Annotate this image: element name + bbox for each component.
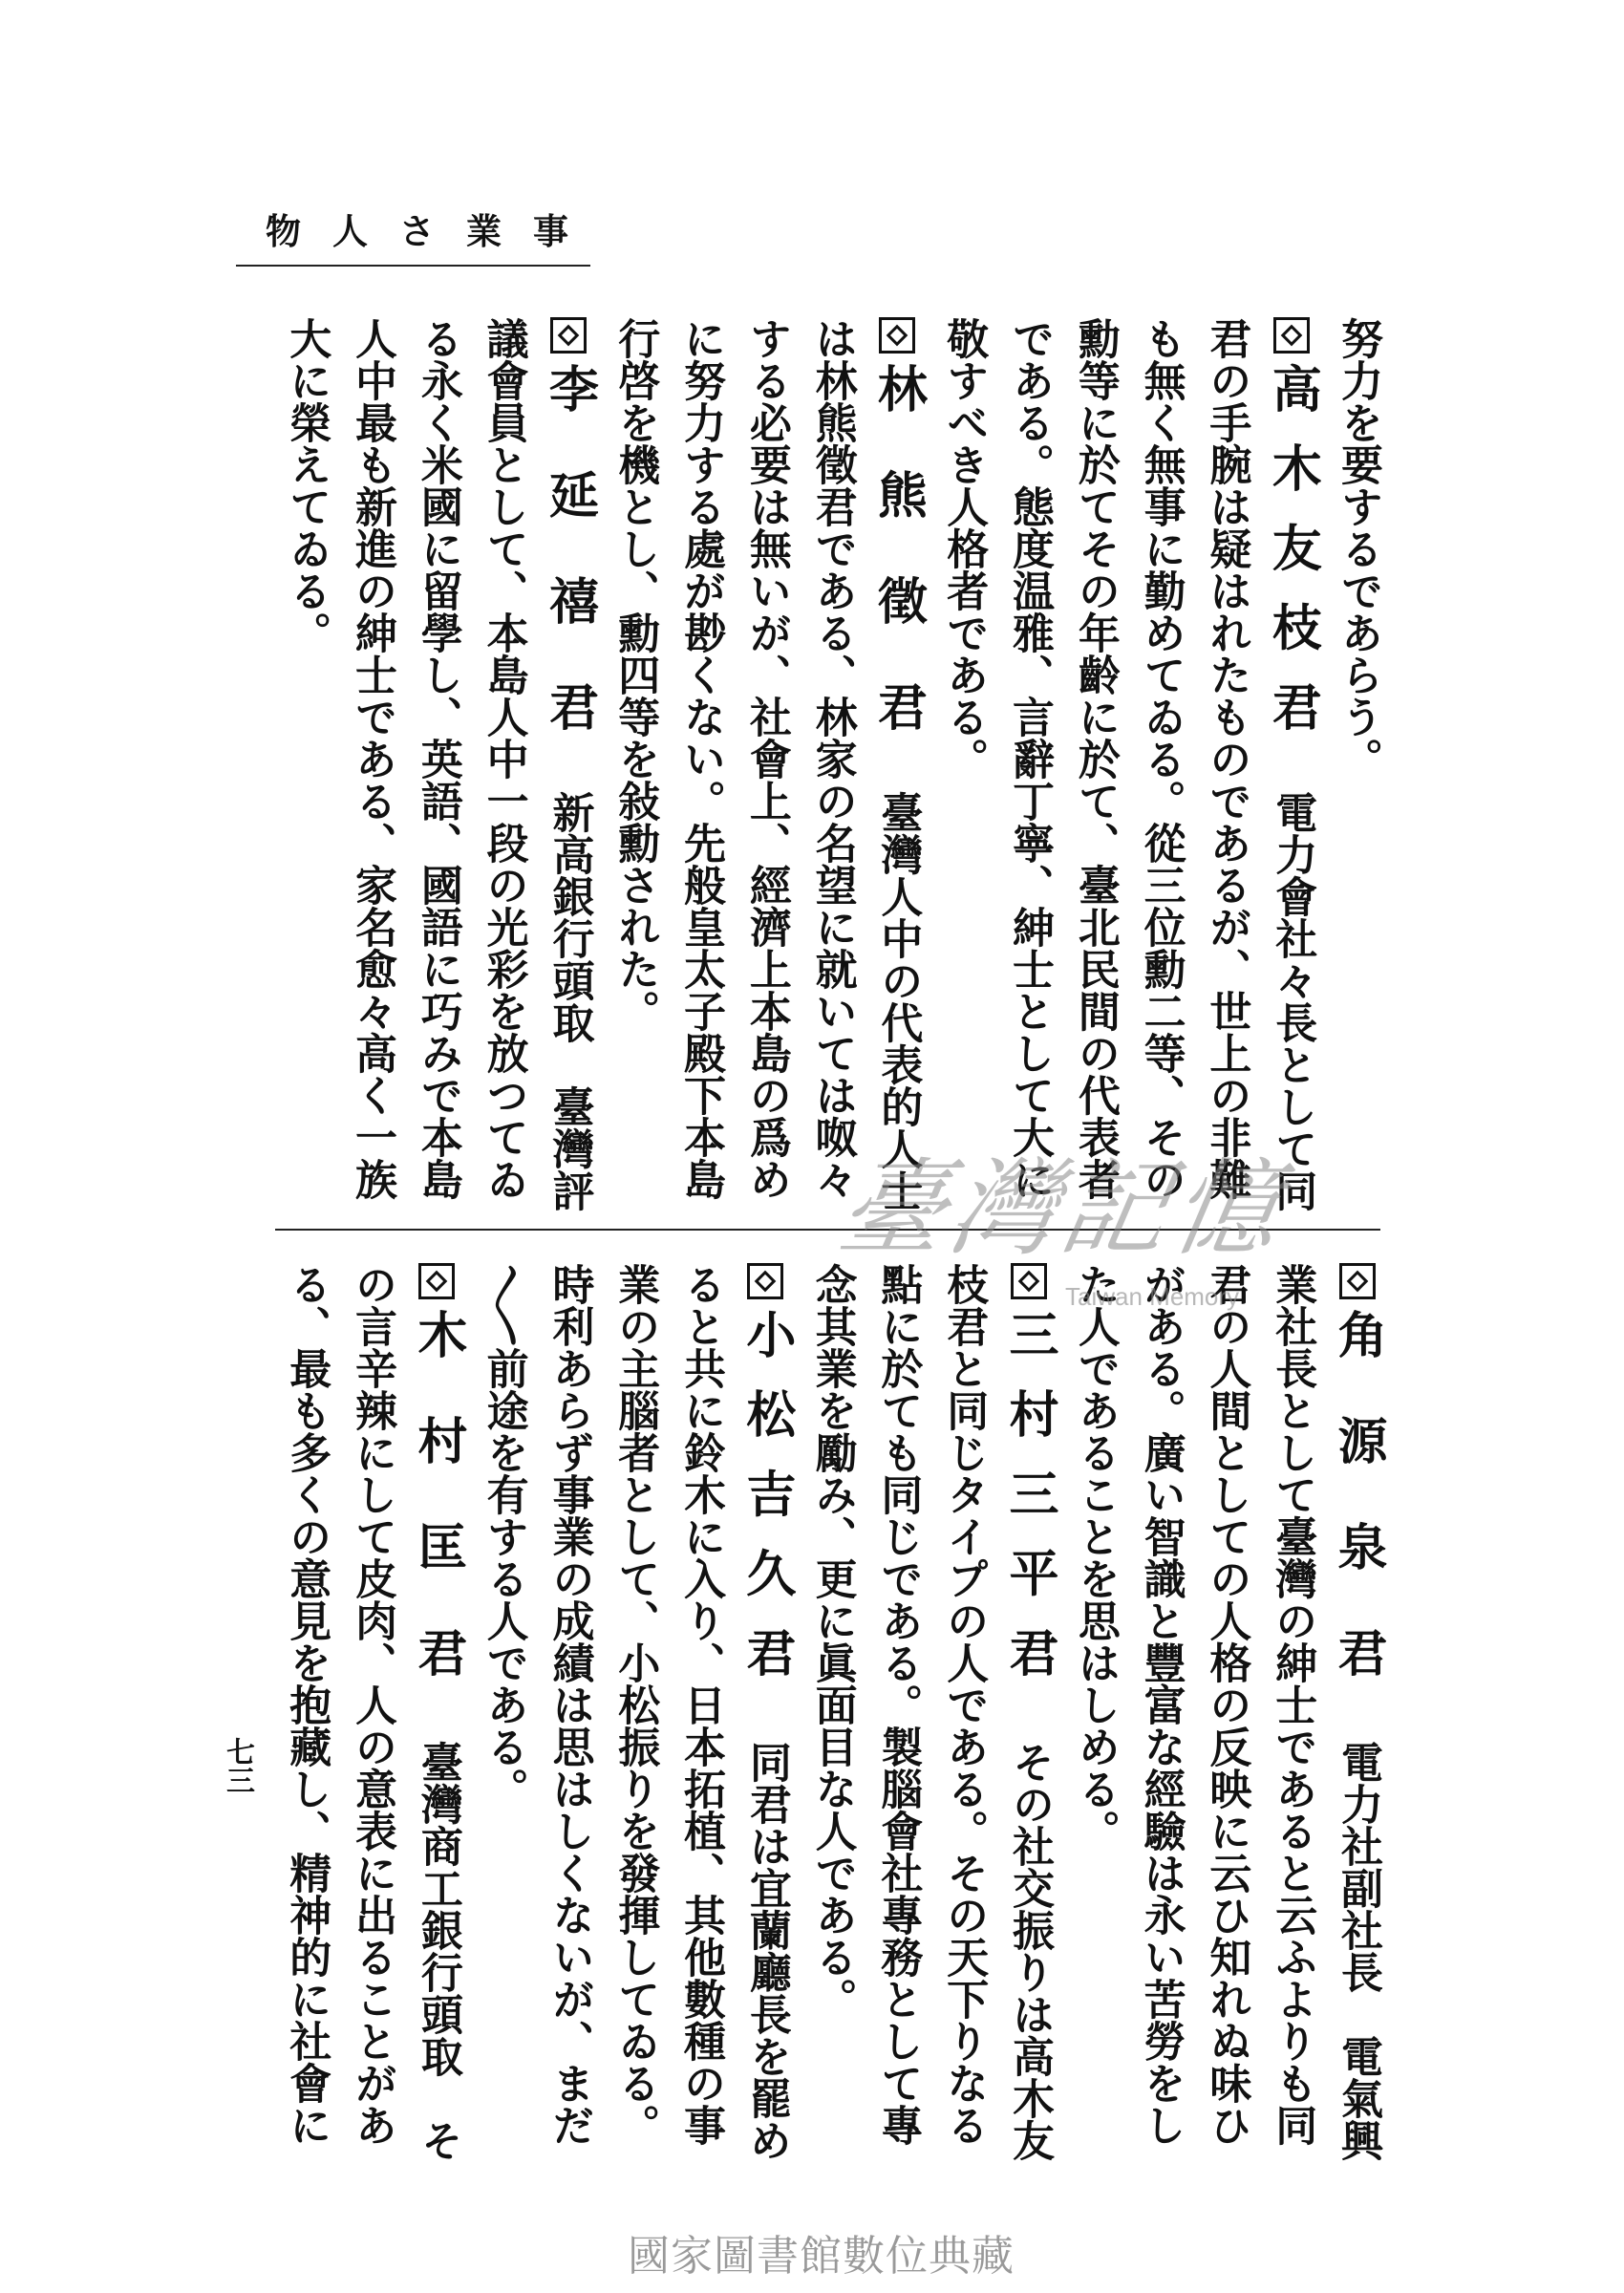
column-text: た人であることを思はしめる。: [1070, 1263, 1120, 1852]
column-text: 人中最も新進の紳士である、家名愈々高く一族: [348, 317, 397, 1200]
boxed-diamond-icon: [879, 317, 915, 354]
person-title: 同君は宜蘭廳長を罷め: [741, 1741, 791, 2161]
column-text: 勳等に於てその年齡に於て、臺北民間の代表者: [1070, 317, 1120, 1200]
page-number: 七三: [221, 1737, 254, 1794]
person-name: 木村匡君: [408, 1309, 467, 1677]
text-column: [601, 317, 667, 1211]
column-text: る、最も多くの意見を抱藏し、精神的に社會に: [282, 1263, 331, 2146]
text-column: [1324, 317, 1390, 1211]
entry-column: [1258, 317, 1324, 1211]
person-name: 角源泉君: [1329, 1309, 1387, 1677]
text-column: [930, 1263, 995, 2161]
entry-column: [1324, 1263, 1390, 2161]
column-text: である。態度温雅、言辭丁寧、紳士として大に: [1005, 317, 1055, 1200]
column-text: 枝君と同じタイプの人である。その天下りなる: [939, 1263, 989, 2146]
lower-section: [272, 1263, 1390, 2161]
text-column: [470, 1263, 536, 2161]
person-name: 三村三平君: [1000, 1309, 1059, 1677]
text-column: [667, 1263, 733, 2161]
person-name: 李延禧君: [540, 363, 599, 731]
text-column: [667, 317, 733, 1211]
column-text: 行啓を機とし、勳四等を敍勳された。: [610, 317, 660, 1032]
text-column: [1127, 317, 1193, 1211]
person-name: 小松吉久君: [737, 1309, 796, 1677]
column-text: 敬すべき人格者である。: [939, 317, 989, 780]
entry-column: [404, 1263, 470, 2161]
text-column: [733, 317, 799, 1211]
text-column: [1061, 317, 1127, 1211]
column-text: 念其業を勵み、更に眞面目な人である。: [807, 1263, 857, 2020]
watermark-subtext: Taiwan Memory: [1065, 1282, 1240, 1311]
text-column: [1193, 1263, 1259, 2161]
entry-column: [536, 317, 602, 1211]
column-text: 〳〵前途を有する人である。: [479, 1263, 528, 1810]
text-column: [272, 1263, 338, 2161]
column-text: 君の人間としての人格の反映に云ひ知れぬ味ひ: [1202, 1263, 1251, 2146]
column-text: 業の主腦者として、小松振りを發揮してゐる。: [610, 1263, 660, 2146]
running-header: 事業さ人物: [266, 210, 600, 252]
boxed-diamond-icon: [550, 317, 587, 354]
entry-column: [865, 317, 930, 1211]
text-column: [1193, 317, 1259, 1211]
text-column: [799, 317, 865, 1211]
text-column: [470, 317, 536, 1211]
person-name: 高木友枝君: [1263, 363, 1322, 731]
column-text: 努力を要するであらう。: [1334, 317, 1382, 780]
upper-section: [272, 317, 1390, 1211]
column-text: がある。廣い智識と豐富な經驗は永い苦勞をし: [1136, 1263, 1186, 2146]
text-column: [799, 1263, 865, 2161]
header-rule: [236, 265, 590, 267]
column-text: に努力する處が尠くない。先般皇太子殿下本島: [676, 317, 726, 1200]
text-column: [338, 1263, 404, 2161]
person-title: 電力社副社長 電氣興: [1334, 1741, 1382, 2161]
column-text: 時利あらず事業の成績は思はしくないが、まだ: [545, 1263, 594, 2146]
column-text: 業社長として臺灣の紳士であると云ふよりも同: [1268, 1263, 1317, 2146]
person-title: その社交振りは高木友: [1005, 1741, 1055, 2161]
text-column: [601, 1263, 667, 2161]
column-text: 君の手腕は疑はれたものであるが、世上の非難: [1202, 317, 1251, 1200]
text-column: [1061, 1263, 1127, 2161]
text-column: [995, 317, 1061, 1211]
boxed-diamond-icon: [1273, 317, 1310, 354]
column-text: ると共に鈴木に入り、日本拓植、其他數種の事: [676, 1263, 726, 2146]
person-title: 臺灣人中の代表的人士: [873, 791, 923, 1211]
boxed-diamond-icon: [1339, 1263, 1376, 1299]
text-column: [272, 317, 338, 1211]
boxed-diamond-icon: [747, 1263, 783, 1299]
text-column: [930, 317, 995, 1211]
archive-footer: 國家圖書館數位典藏: [628, 2232, 1015, 2281]
person-title: 電力會社々長として同: [1268, 791, 1317, 1211]
text-column: [1127, 1263, 1193, 2161]
text-column: [1258, 1263, 1324, 2161]
text-column: [536, 1263, 602, 2161]
watermark: 臺灣記憶: [829, 1147, 1295, 1270]
text-column: [404, 317, 470, 1211]
column-text: 議會員として、本島人中一段の光彩を放つてゐ: [479, 317, 528, 1200]
column-text: る永く米國に留學し、英語、國語に巧みで本島: [413, 317, 462, 1200]
column-text: も無く無事に勤めてゐる。從三位勳二等、その: [1136, 317, 1186, 1200]
person-title: 新高銀行頭取 臺灣評: [545, 791, 594, 1211]
boxed-diamond-icon: [418, 1263, 455, 1299]
entry-column: [995, 1263, 1061, 2161]
person-title: 臺灣商工銀行頭取 そ: [413, 1741, 462, 2161]
text-column: [865, 1263, 930, 2161]
column-text: は林熊徵君である、林家の名望に就いては呶々: [807, 317, 857, 1200]
text-column: [338, 317, 404, 1211]
column-text: 大に榮えてゐる。: [282, 317, 331, 654]
person-name: 林熊徵君: [868, 363, 928, 731]
column-text: する必要は無いが、社會上、經濟上本島の爲め: [741, 317, 791, 1200]
column-text: 點に於ても同じである。製腦會社專務として專: [873, 1263, 923, 2146]
entry-column: [733, 1263, 799, 2161]
column-text: の言辛辣にして皮肉、人の意表に出ることがあ: [348, 1263, 397, 2146]
